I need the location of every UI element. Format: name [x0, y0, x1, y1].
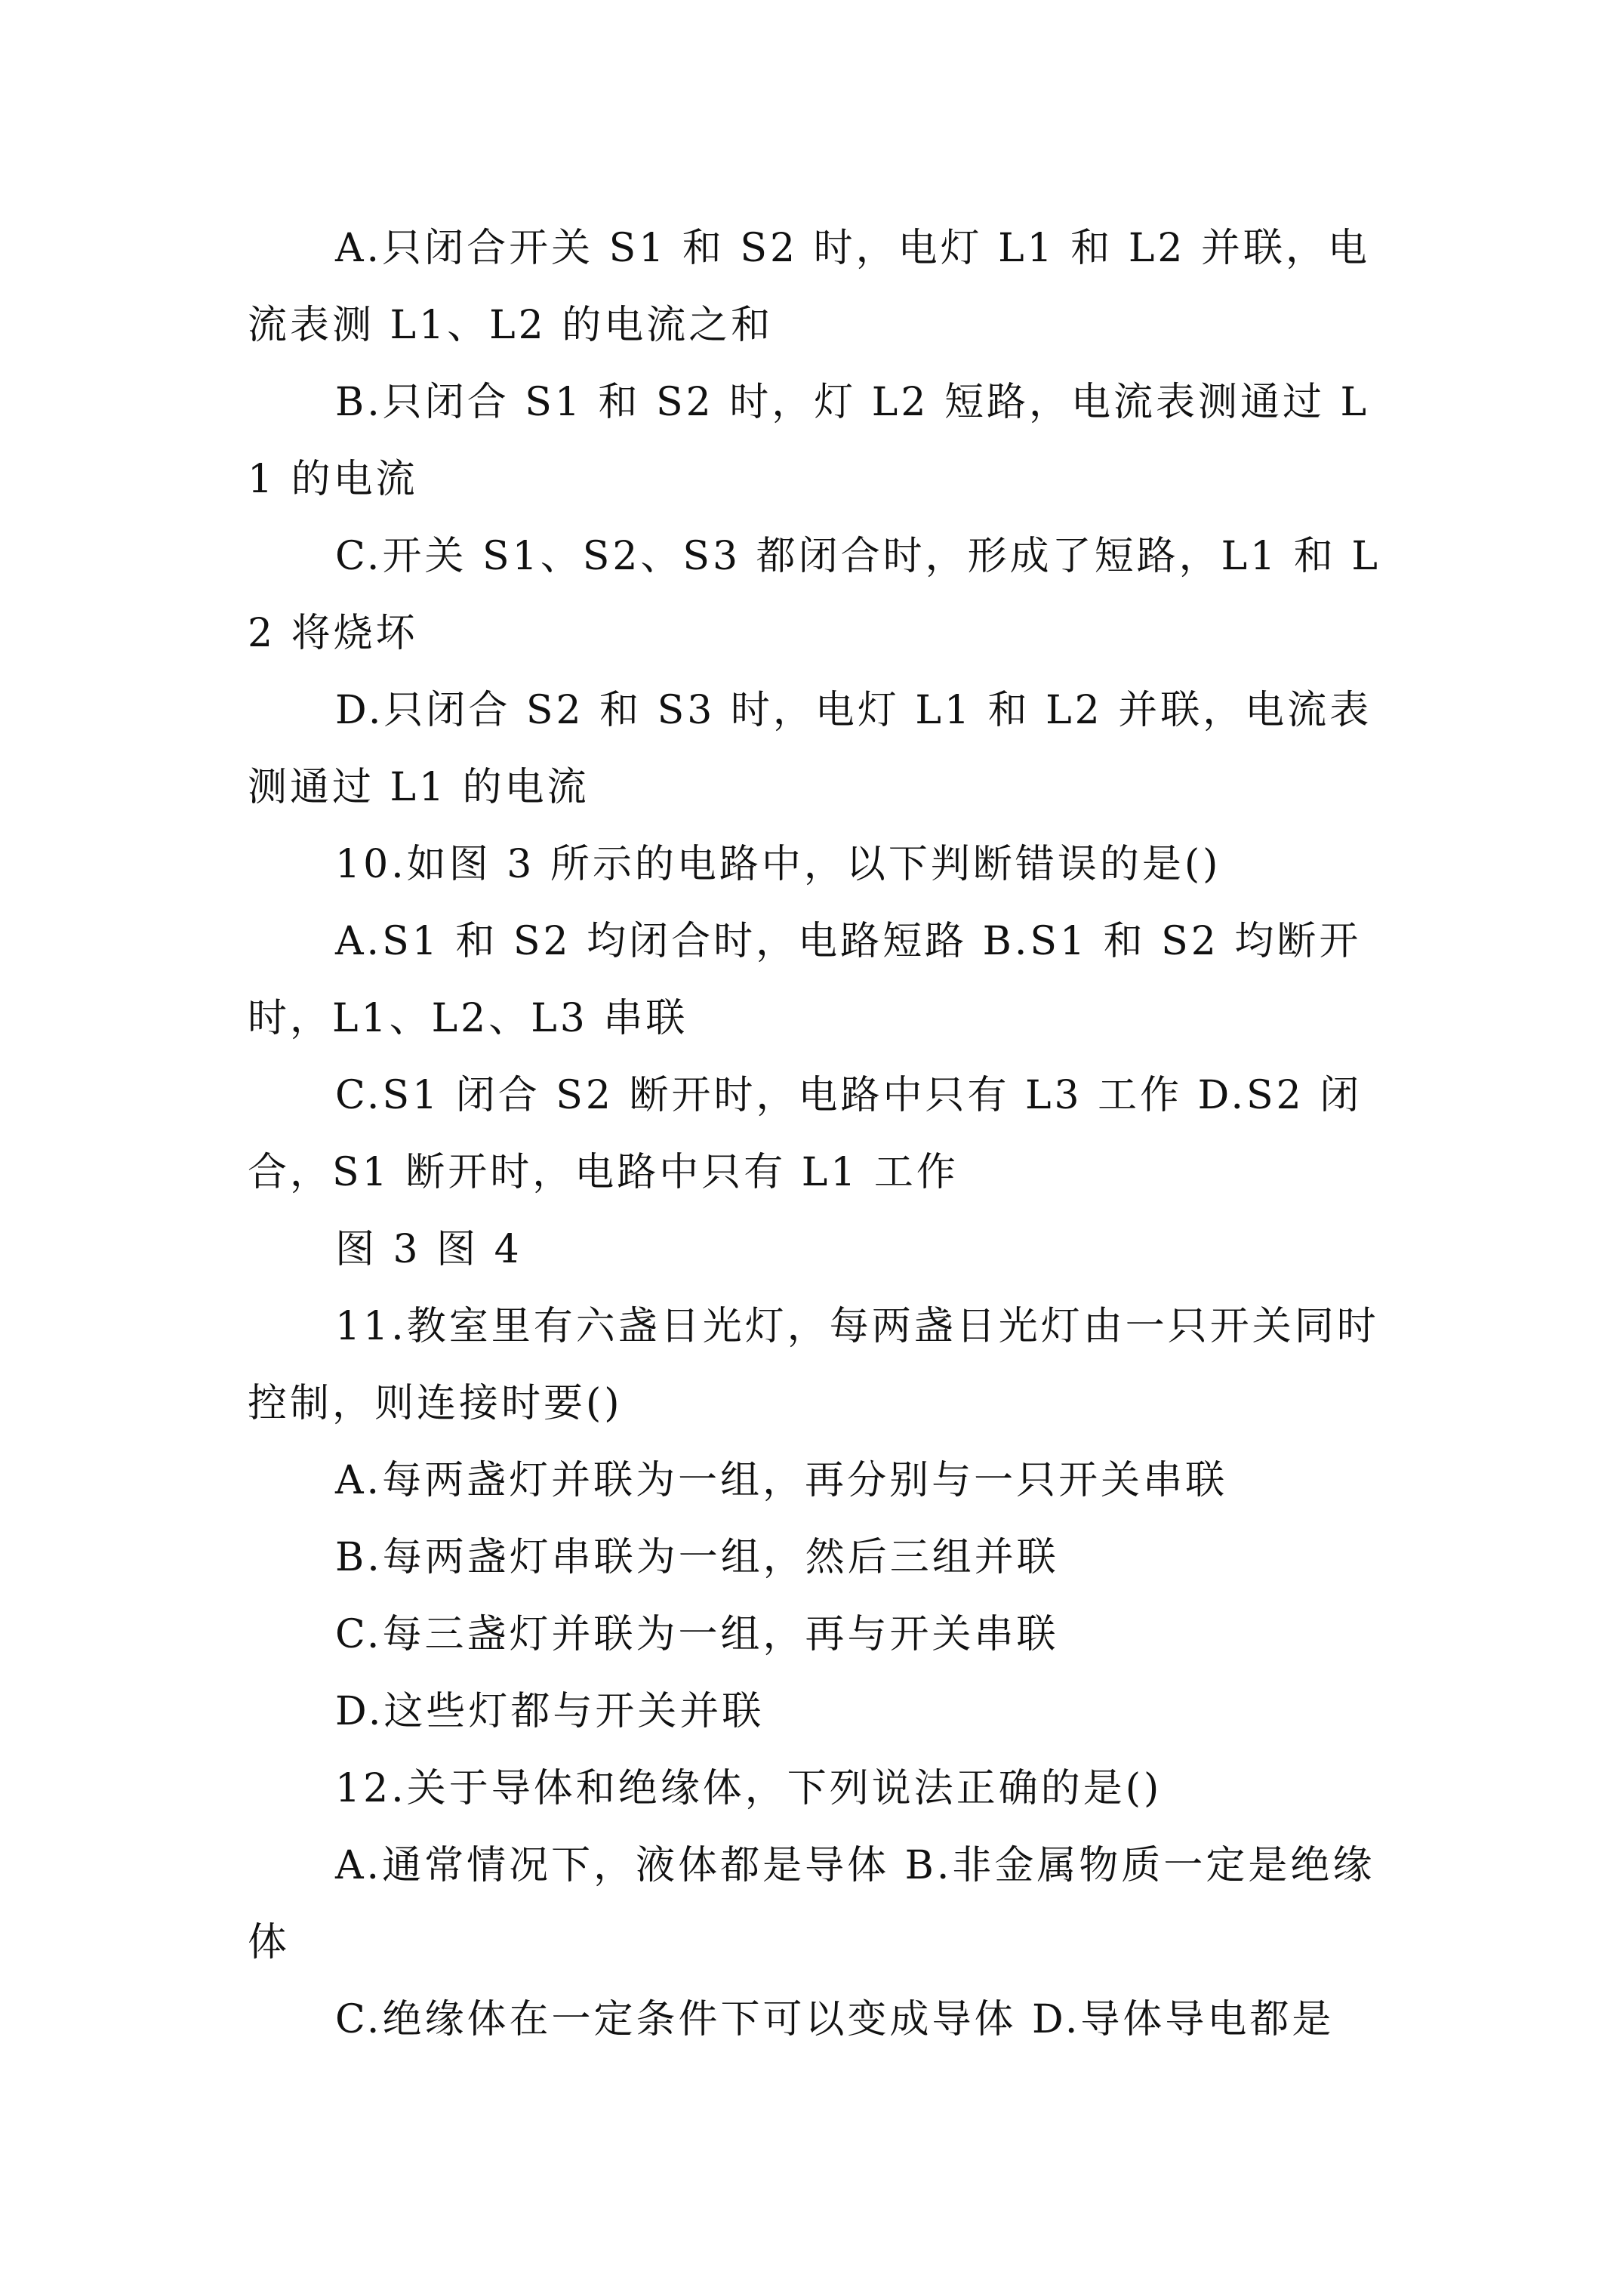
option-9a: A.只闭合开关 S1 和 S2 时，电灯 L1 和 L2 并联，电流表测 L1、L2 的电流之和 [248, 226, 1370, 348]
options-12-ab: A.通常情况下，液体都是导体 B.非金属物质一定是绝缘体 [248, 1843, 1375, 1965]
option-9b: B.只闭合 S1 和 S2 时，灯 L2 短路，电流表测通过 L1 的电流 [248, 380, 1370, 502]
question-11: 11.教室里有六盏日光灯，每两盏日光灯由一只开关同时控制，则连接时要() [248, 1304, 1379, 1426]
question-10: 10.如图 3 所示的电路中，以下判断错误的是() [335, 842, 1221, 887]
options-10-ab: A.S1 和 S2 均闭合时，电路短路 B.S1 和 S2 均断开时，L1、L2、L3 串联 [248, 919, 1362, 1041]
option-11c: C.每三盏灯并联为一组，再与开关串联 [335, 1612, 1059, 1657]
document-body [248, 210, 1389, 2058]
options-12-cd: C.绝缘体在一定条件下可以变成导体 D.导体导电都是 [335, 1997, 1335, 2042]
option-11b: B.每两盏灯串联为一组，然后三组并联 [335, 1535, 1059, 1580]
option-9c: C.开关 S1、S2、S3 都闭合时，形成了短路，L1 和 L2 将烧坏 [248, 534, 1381, 656]
figure-captions: 图 3 图 4 [335, 1227, 522, 1272]
options-10-cd: C.S1 闭合 S2 断开时，电路中只有 L3 工作 D.S2 闭合，S1 断开时，电路中只有 L1 工作 [248, 1073, 1363, 1195]
option-9d: D.只闭合 S2 和 S3 时，电灯 L1 和 L2 并联，电流表测通过 L1 的电流 [248, 688, 1372, 810]
option-11d: D.这些灯都与开关并联 [335, 1689, 765, 1734]
option-11a: A.每两盏灯并联为一组，再分别与一只开关串联 [335, 1458, 1228, 1503]
question-12: 12.关于导体和绝缘体，下列说法正确的是() [335, 1766, 1163, 1811]
